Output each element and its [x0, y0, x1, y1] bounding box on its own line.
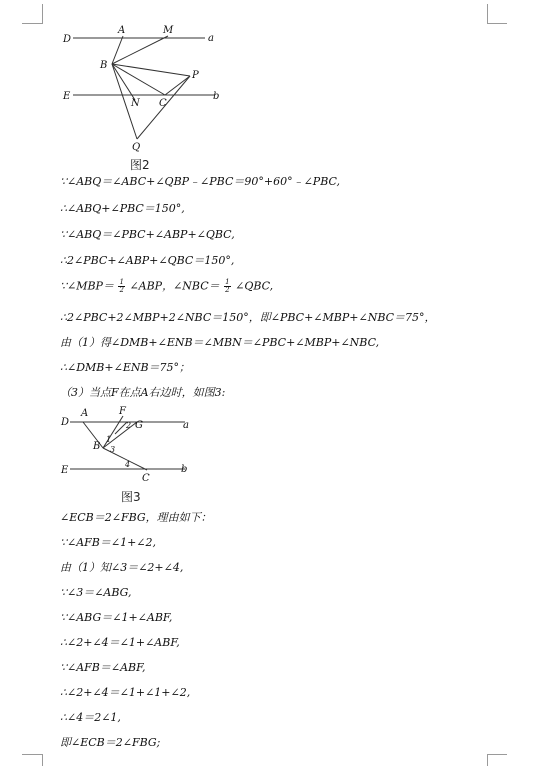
corner-mark-bottom-left-v [42, 754, 43, 766]
segment-bp [112, 64, 190, 76]
figure-2 [55, 22, 230, 154]
proof-line-11: ∵∠AFB＝∠1+∠2, [60, 536, 157, 549]
label-a: A [81, 408, 89, 419]
label-g: G [135, 420, 143, 431]
segment-bc [112, 64, 165, 95]
proof-line-17: ∴∠2+∠4＝∠1+∠1+∠2, [60, 686, 191, 699]
proof-line-4: ∴2∠PBC+∠ABP+∠QBC＝150°, [60, 254, 235, 267]
corner-mark-bottom-right-h [487, 754, 507, 755]
label-line-b: b [181, 464, 188, 475]
proof-line-8: ∴∠DMB+∠ENB＝75°； [60, 361, 191, 374]
proof-line-7: 由（1）得∠DMB+∠ENB＝∠MBN＝∠PBC+∠MBP+∠NBC, [60, 336, 380, 349]
label-angle-1: 1 [106, 435, 112, 444]
segment-pc [165, 76, 190, 95]
proof-line-3: ∵∠ABQ＝∠PBC+∠ABP+∠QBC, [60, 228, 235, 241]
label-line-a: a [208, 33, 214, 44]
corner-mark-top-left-v [42, 4, 43, 24]
corner-mark-top-right-v [487, 4, 488, 24]
figure-2-diagram [55, 22, 230, 154]
proof-line-5 [60, 279, 273, 294]
label-angle-3: 3 [110, 445, 116, 454]
fraction-half-2: $\frac{1}{2}$ [225, 278, 230, 294]
proof-line-19: 即∠ECB＝2∠FBG; [60, 736, 161, 749]
label-b: B [93, 441, 101, 452]
label-n: N [131, 98, 140, 109]
label-q: Q [132, 142, 141, 153]
proof-line-5-part-c: ∠QBC, [235, 279, 274, 293]
label-c: C [142, 473, 150, 484]
figure-2-caption: 图2 [130, 158, 150, 172]
label-e: E [61, 465, 69, 476]
proof-line-12: 由（1）知∠3＝∠2+∠4, [60, 561, 184, 574]
proof-line-5-part-a: ∵∠MBP＝ [60, 279, 114, 293]
proof-line-15: ∴∠2+∠4＝∠1+∠ABF, [60, 636, 180, 649]
label-e: E [63, 91, 71, 102]
label-angle-4: 4 [125, 460, 131, 469]
proof-line-5-part-b: ∠ABP，∠NBC＝ [129, 279, 220, 293]
fraction-half-1: $\frac{1}{2}$ [119, 278, 124, 294]
label-m: M [163, 25, 174, 36]
segment-bm [112, 36, 168, 64]
proof-line-1: ∵∠ABQ＝∠ABC+∠QBP﹣∠PBC＝90°+60°﹣∠PBC, [60, 175, 341, 188]
label-p: P [192, 70, 199, 81]
label-f: F [119, 406, 126, 417]
label-c: C [159, 98, 167, 109]
proof-line-14: ∵∠ABG＝∠1+∠ABF, [60, 611, 173, 624]
corner-mark-top-right-h [487, 23, 507, 24]
label-line-b: b [213, 91, 220, 102]
label-angle-2: 2 [126, 421, 132, 430]
label-d: D [63, 34, 72, 45]
figure-3-caption: 图3 [121, 490, 141, 504]
figure-3 [55, 404, 195, 486]
label-d: D [61, 417, 70, 428]
proof-line-2: ∴∠ABQ+∠PBC＝150°, [60, 202, 185, 215]
figure-3-diagram [55, 404, 195, 486]
corner-mark-bottom-left-h [22, 754, 42, 755]
proof-line-10: ∠ECB＝2∠FBG，理由如下： [60, 511, 212, 524]
proof-line-6: ∴2∠PBC+2∠MBP+2∠NBC＝150°，即∠PBC+∠MBP+∠NBC＝75°， [60, 311, 436, 324]
proof-line-16: ∵∠AFB＝∠ABF, [60, 661, 146, 674]
label-line-a: a [183, 420, 189, 431]
proof-line-9: （3）当点F在点A右边时，如图3: [60, 386, 226, 399]
proof-line-13: ∵∠3＝∠ABG, [60, 586, 132, 599]
corner-mark-top-left-h [22, 23, 42, 24]
label-b: B [100, 60, 108, 71]
label-a: A [118, 25, 126, 36]
corner-mark-bottom-right-v [487, 754, 488, 766]
proof-line-18: ∴∠4＝2∠1, [60, 711, 121, 724]
